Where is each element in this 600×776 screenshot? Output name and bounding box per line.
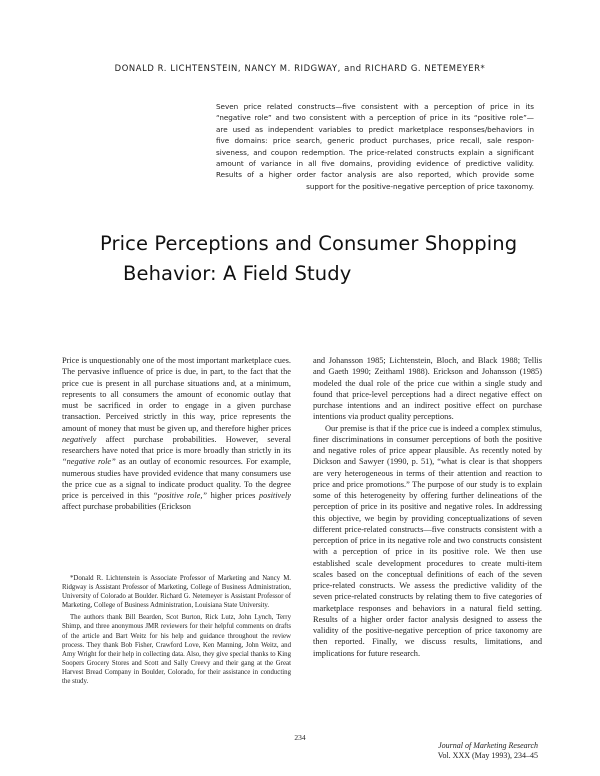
author-list: DONALD R. LICHTENSTEIN, NANCY M. RIDGWAY, and RICHARD G. NETEMEYER* <box>114 63 486 73</box>
abstract-line: siveness, and coupon redemption. The price-related constructs explain a significant <box>216 147 534 157</box>
body-text: higher prices <box>207 491 259 500</box>
abstract-line: “negative role” and two consistent with a perception of price in its “positive role”— <box>216 113 534 123</box>
title-line-1: Price Perceptions and Consumer Shopping <box>100 232 518 256</box>
body-column-right <box>313 355 542 659</box>
abstract <box>216 101 534 192</box>
footnote-block <box>62 574 291 689</box>
abstract-line: five domains: price search, generic product purchases, price recall, sale respon- <box>216 136 534 146</box>
emphasis-text: “positive role,” <box>153 491 208 500</box>
body-text: affect purchase probabilities. However, several researchers have noted that price is more broadly than strictly in its <box>62 434 291 455</box>
journal-citation <box>438 741 538 761</box>
body-text: Price is unquestionably one of the most important marketplace cues. The pervasive influence of price is due, in part, to the fact that the price cue is present in all purchase situations and, at a minimum, represents to all consumers the amount of economic outlay that must be sacrificed in order to engage in a given purchase transaction. Perceived strictly in this way, price represents the amount of money that must be given up, and therefore higher prices <box>62 356 291 433</box>
body-paragraph <box>62 355 291 513</box>
footnote-acknowledgements: The authors thank Bill Bearden, Scot Burton, Rick Lutz, John Lynch, Terry Shimp, and three anonymous JMR reviewers for their helpful comments on drafts of the article and Bart Weitz for his help and guidance throughout the review process. They thank Bob Fisher, Crawford Love, Ken Manning, John Weitz, and Amy Wright for their help in collecting data. Also, they give special thanks to King Soopers Grocery Stores and Scott and Sally Creevy and their gang at the Great Harvest Bread Company in Boulder, Colorado, for their assistance in conducting the study. <box>62 614 291 686</box>
journal-issue: Vol. XXX (May 1993), 234–45 <box>437 751 538 760</box>
body-paragraph: and Johansson 1985; Lichtenstein, Bloch, and Black 1988; Tellis and Gaeth 1990; Zeithaml 1988). Erickson and Johansson (1985) modeled the dual role of the price cue within a single study and found that price-level perceptions had a direct negative effect on purchase intentions and an indirect positive effect on purchase intentions via product quality perceptions. <box>313 356 542 422</box>
abstract-line: are used as independent variables to predict marketplace responses/behaviors in <box>216 124 534 134</box>
journal-name: Journal of Marketing Research <box>438 741 538 750</box>
body-column-left <box>62 355 291 513</box>
abstract-line: Seven price related constructs—five consistent with a perception of price in its <box>216 102 534 111</box>
body-text: affect purchase probabilities (Erickson <box>62 502 191 512</box>
emphasis-text: negatively <box>62 434 97 444</box>
title-line-2: Behavior: A Field Study <box>123 262 352 286</box>
footnote-affiliations: *Donald R. Lichtenstein is Associate Professor of Marketing and Nancy M. Ridgway is Assistant Professor of Marketing, College of Business Administration, University of Colorado at Boulder. Richard G. Netemeyer is Assistant Professor of Marketing, College of Business Administration, Louisiana State University. <box>62 575 291 610</box>
emphasis-text: “negative role” <box>62 457 116 467</box>
abstract-line: Results of a higher order factor analysis are also reported, which provide some <box>216 170 534 180</box>
body-text: as an outlay of economic resources. For example, numerous studies have provided evidence that many consumers use the price cue as a signal to indicate product quality. To the degree price is perceived in this <box>62 457 291 500</box>
body-paragraph: Our premise is that if the price cue is indeed a complex stimulus, finer discriminations in consumer perceptions of both the positive and negative roles of price appear plausible. As recently noted by Dickson and Sawyer (1990, p. 51), “what is clear is that shoppers are very heterogeneous in terms of their attention and reaction to price and price promotions.” The purpose of our study is to explain some of this heterogeneity by offering further delineations of the perception of price in its positive and negative roles. In addressing this objective, we begin by providing conceptualizations of seven different price-related constructs—five constructs consistent with a perception of price in its negative role and two constructs consistent with a perception of price in its positive role. We then use established scale development procedures to create multi-item scales based on the conceptual definitions of each of the seven price-related constructs. We assess the predictive validity of the seven price-related constructs by relating them to five categories of marketplace responses and behaviors in a natural field setting. Results of a higher order factor analysis designed to assess the validity of the positive-negative perception of price taxonomy are then reported. Finally, we discuss results, limitations, and implications for future research. <box>313 423 542 658</box>
page-number: 234 <box>294 733 306 742</box>
article-title <box>100 229 520 289</box>
emphasis-text: positively <box>259 491 291 500</box>
abstract-line: support for the positive-negative perception of price taxonomy. <box>306 181 534 191</box>
abstract-line: amount of variance in all five domains, providing evidence of predictive validity. <box>216 159 534 169</box>
